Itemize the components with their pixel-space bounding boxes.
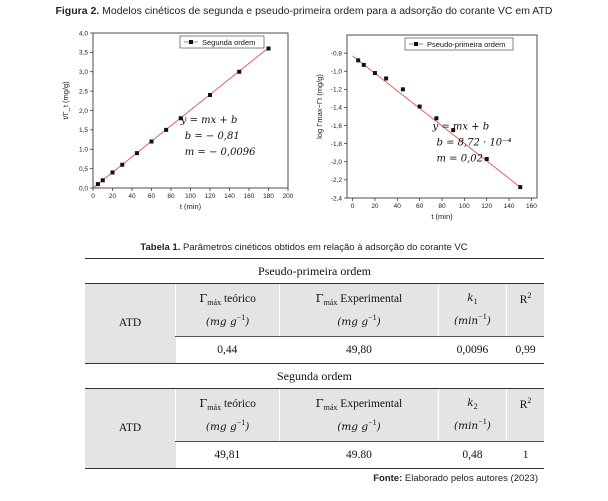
source-note (373, 473, 538, 484)
data-point (373, 71, 377, 75)
y-axis-label: t/Γ_t (mg/g) (61, 81, 70, 120)
header-row (85, 284, 544, 337)
y-tick-label: -2,0 (330, 159, 342, 167)
y-tick-label: -1,0 (330, 68, 342, 76)
header-gamma-teorico: $\Gamma_{máx}$ teórico (mg $g^{-1}$) (176, 284, 280, 337)
section-title-row (85, 364, 544, 389)
chart-pseudo-primeira-ordem (305, 26, 555, 231)
figure-text: Modelos cinéticos de segunda e pseudo-primeira ordem para a adsorção do corante VC em ATD (99, 5, 553, 17)
equation-text: m = − 0,0096 (184, 146, 256, 158)
x-tick-label: 100 (458, 203, 470, 210)
data-point (356, 58, 360, 62)
data-point (237, 70, 241, 74)
section-title: Pseudo-primeira ordem (85, 259, 544, 284)
y-tick-label: -1,6 (330, 122, 342, 130)
x-tick-label: 160 (525, 203, 537, 210)
x-tick-label: 20 (371, 203, 379, 210)
x-tick-label: 160 (243, 193, 255, 200)
header-gamma-experimental: $\Gamma_{máx}$ Experimental (mg $g^{-1}$) (280, 284, 439, 337)
equation-text: m = 0,02 (436, 153, 483, 165)
data-point (518, 185, 522, 189)
data-point (208, 93, 212, 97)
value-gamma-experimental: 49,80 (280, 337, 439, 364)
legend-marker (189, 40, 193, 44)
x-tick-label: 80 (167, 193, 175, 200)
data-point (267, 47, 271, 51)
value-k: 0,0096 (438, 337, 506, 364)
legend-label: Pseudo-primeira ordem (427, 40, 506, 49)
value-gamma-teorico: 0,44 (176, 337, 280, 364)
x-tick-label: 80 (438, 203, 446, 210)
table-caption-text: Parâmetros cinéticos obtidos em relação à adsorção do corante VC (180, 242, 468, 253)
x-tick-label: 200 (282, 193, 294, 200)
x-tick-label: 140 (503, 203, 515, 210)
y-tick-label: -0,8 (330, 50, 342, 58)
x-tick-label: 140 (224, 193, 235, 200)
header-k: $k_2$ $(\min^{-1})$ (438, 389, 506, 442)
source-text: Elaborado pelos autores (2023) (402, 473, 538, 484)
plot-frame (347, 35, 537, 198)
section-title: Segunda ordem (277, 368, 352, 383)
y-tick-label: 0,0 (78, 185, 88, 193)
y-tick-label: -1,2 (330, 86, 342, 94)
legend-marker (414, 42, 418, 46)
x-tick-label: 0 (350, 203, 355, 210)
y-tick-label: -1,4 (330, 104, 342, 112)
header-gamma-experimental: $\Gamma_{máx}$ Experimental (mg $g^{-1}$) (280, 389, 439, 442)
data-point (434, 116, 438, 120)
data-point (164, 128, 168, 132)
table-caption (0, 242, 608, 253)
row-label-atd: ATD (85, 389, 176, 469)
x-axis-label: t (min) (179, 202, 202, 211)
x-tick-label: 100 (185, 193, 196, 200)
data-point (101, 178, 105, 182)
y-tick-label: 3,5 (78, 49, 88, 57)
y-tick-label: 1,5 (78, 127, 88, 135)
figure-label: Figura 2. (55, 5, 100, 17)
value-k: 0,48 (438, 442, 506, 469)
x-tick-label: 60 (147, 193, 156, 200)
y-tick-label: 4,0 (78, 30, 88, 38)
x-tick-label: 0 (91, 193, 95, 200)
header-k: $k_1$ $(\min^{-1})$ (438, 284, 506, 337)
y-tick-label: 1,0 (78, 146, 88, 154)
x-tick-label: 120 (204, 193, 216, 200)
section-title-row (85, 259, 544, 284)
data-point (401, 87, 405, 91)
x-tick-label: 120 (481, 203, 493, 210)
header-r2: $R^2$ (507, 389, 544, 442)
y-tick-label: 3,0 (78, 69, 88, 77)
data-point (418, 105, 422, 109)
y-tick-label: -2,4 (330, 195, 342, 203)
table-caption-label: Tabela 1. (140, 242, 181, 253)
equation-text: y = mx + b (432, 121, 490, 133)
y-tick-label: -1,8 (330, 140, 342, 148)
x-tick-label: 40 (128, 193, 136, 200)
y-tick-label: 0,5 (78, 165, 88, 173)
y-tick-label: -2,2 (330, 177, 342, 185)
kinetics-table (85, 258, 544, 469)
x-axis-label: t (min) (431, 212, 453, 221)
x-tick-label: 60 (416, 203, 424, 210)
y-tick-label: 2,0 (78, 107, 88, 115)
x-tick-label: 40 (393, 203, 401, 210)
data-point (384, 76, 388, 80)
data-point (111, 171, 115, 175)
data-point (362, 63, 366, 67)
header-row (85, 389, 544, 442)
equation-text: b = 8,72 · 10⁻⁴ (436, 137, 512, 149)
source-label: Fonte: (373, 473, 403, 484)
value-gamma-teorico: 49,81 (176, 442, 280, 469)
data-point (485, 157, 489, 161)
row-label-atd: ATD (85, 284, 176, 364)
header-gamma-teorico: $\Gamma_{máx}$ teórico (mg $g^{-1}$) (176, 389, 280, 442)
x-tick-label: 20 (108, 193, 117, 200)
y-tick-label: 2,5 (78, 88, 88, 96)
chart-segunda-ordem (40, 24, 300, 229)
value-gamma-experimental: 49.80 (280, 442, 439, 469)
equation-text: y = mx + b (180, 114, 238, 126)
value-r2: 1 (507, 442, 544, 469)
y-axis-label: log Γmax−Γt (mg/g) (315, 74, 324, 139)
equation-text: b = − 0,81 (184, 130, 240, 142)
data-point (96, 182, 100, 186)
figure-caption (0, 5, 608, 17)
legend-label: Segunda ordem (202, 38, 256, 47)
data-point (135, 151, 139, 155)
x-tick-label: 180 (263, 193, 274, 200)
header-r2: $R^2$ (507, 284, 544, 337)
data-point (120, 163, 124, 167)
data-point (150, 140, 154, 144)
value-r2: 0,99 (507, 337, 544, 364)
